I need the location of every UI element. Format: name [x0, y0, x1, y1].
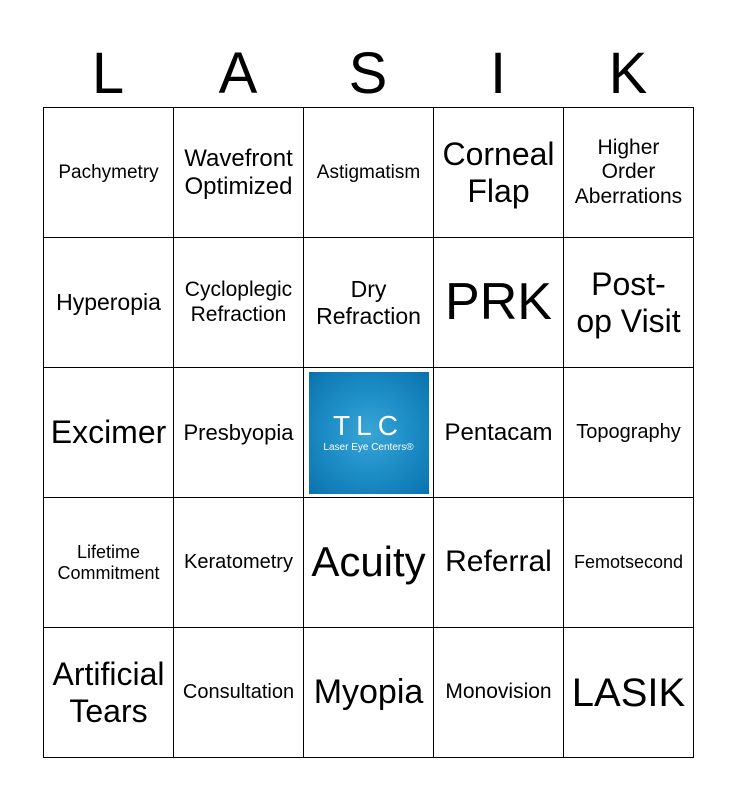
cell-text: Femotsecond — [573, 552, 684, 573]
logo-subtitle: Laser Eye Centers® — [323, 442, 414, 453]
cell-text: Astigmatism — [316, 161, 421, 183]
cell-text: Corneal Flap — [442, 135, 555, 209]
cell-text: Consultation — [182, 681, 295, 703]
bingo-cell[interactable] — [564, 368, 694, 498]
bingo-cell[interactable] — [44, 238, 174, 368]
tlc-logo — [309, 372, 429, 494]
cell-text: LASIK — [571, 670, 686, 715]
bingo-cell[interactable] — [564, 628, 694, 758]
bingo-cell[interactable] — [44, 498, 174, 628]
cell-text: Pachymetry — [58, 161, 159, 183]
cell-text: Hyperopia — [56, 289, 161, 316]
bingo-cell[interactable] — [304, 238, 434, 368]
bingo-cell[interactable] — [564, 498, 694, 628]
cell-text: Pentacam — [444, 418, 553, 446]
cell-text: PRK — [445, 272, 552, 331]
cell-text: Keratometry — [184, 551, 293, 573]
bingo-cell[interactable] — [564, 238, 694, 368]
bingo-cell[interactable] — [434, 238, 564, 368]
logo-mark: TLC — [333, 410, 404, 441]
cell-text: Cycloplegic Refraction — [184, 278, 293, 326]
free-space-cell[interactable] — [304, 368, 434, 498]
header-letter-s: S — [348, 41, 388, 106]
cell-text: Monovision — [445, 680, 552, 704]
bingo-cell[interactable] — [174, 498, 304, 628]
cell-text: Acuity — [311, 538, 426, 586]
header-letter-l: L — [91, 41, 125, 106]
cell-text: Lifetime Commitment — [57, 541, 160, 583]
bingo-cell[interactable] — [174, 238, 304, 368]
cell-text: Topography — [576, 421, 681, 443]
bingo-cell[interactable] — [44, 108, 174, 238]
header-letter-a: A — [218, 41, 258, 106]
bingo-cell[interactable] — [174, 368, 304, 498]
cell-text: Dry Refraction — [316, 276, 421, 329]
header-letter-i: I — [489, 41, 507, 106]
bingo-cell[interactable] — [174, 108, 304, 238]
bingo-cell[interactable] — [44, 368, 174, 498]
bingo-cell[interactable] — [434, 368, 564, 498]
bingo-cell[interactable] — [304, 498, 434, 628]
cell-text: Post- op Visit — [576, 265, 681, 339]
header-letter-k: K — [608, 41, 648, 106]
bingo-cell[interactable] — [434, 108, 564, 238]
cell-text: Referral — [445, 545, 552, 579]
cell-text: Higher Order Aberrations — [574, 136, 683, 208]
cell-text: Excimer — [50, 414, 167, 451]
bingo-header — [43, 40, 693, 108]
bingo-cell[interactable] — [434, 498, 564, 628]
bingo-cell[interactable] — [174, 628, 304, 758]
cell-text: Wavefront Optimized — [184, 144, 293, 200]
bingo-cell[interactable] — [44, 628, 174, 758]
bingo-cell[interactable] — [304, 628, 434, 758]
cell-text: Presbyopia — [183, 419, 294, 445]
bingo-cell[interactable] — [434, 628, 564, 758]
cell-text: Myopia — [313, 672, 424, 711]
bingo-board — [43, 107, 694, 758]
bingo-cell[interactable] — [304, 108, 434, 238]
cell-text: Artificial Tears — [52, 655, 165, 729]
bingo-cell[interactable] — [564, 108, 694, 238]
